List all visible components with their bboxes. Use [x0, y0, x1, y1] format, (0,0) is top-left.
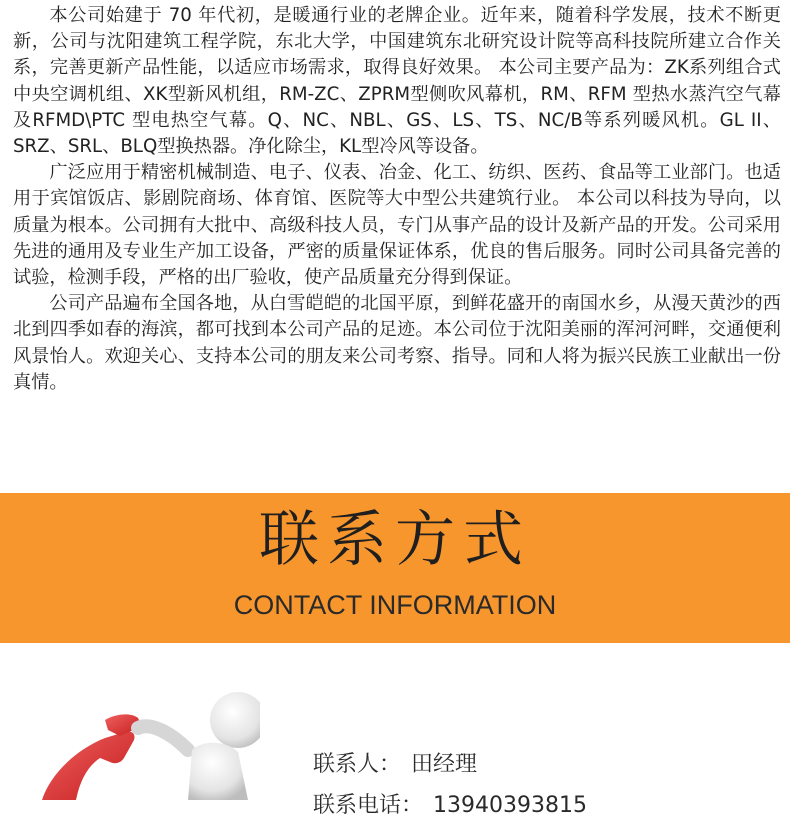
contact-person-value: 田经理 — [411, 752, 478, 777]
contact-phone-row — [313, 792, 587, 820]
contact-person-label: 联系人： — [313, 752, 402, 777]
contact-person-row — [313, 751, 477, 779]
intro-paragraph-3: 公司产品遍布全国各地，从白雪皑皑的北国平原，到鲜花盛开的南国水乡，从漫天黄沙的西北到四季如春的海滨，都可找到本公司产品的足迹。本公司位于沈阳美丽的浑河河畔，交通便利风景怡人。欢迎关心、支持本公司的朋友来公司考察、指导。同和人将为振兴民族工业献出一份真情。 — [13, 293, 781, 393]
intro-paragraph-1: 本公司始建于 70 年代初，是暖通行业的老牌企业。近年来，随着科学发展，技术不断更新，公司与沈阳建筑工程学院，东北大学，中国建筑东北研究设计院等高科技院所建立合作关系，完善更新产品性能，以适应市场需求，取得良好效果。 本公司主要产品为：ZK系列组合式中央空调机组、XK型新风机组，RM-ZC、ZPRM型侧吹风幕机，RM、RFM 型热水蒸汽空气幕及RFMD\PTC 型电热空气幕。Q、NC、NBL、GS、LS、TS、NC/B等系列暖风机。GL II、SRZ、SRL、BLQ型换热器。净化除尘，KL型冷风等设备。 — [13, 5, 781, 158]
banner-subtitle: CONTACT INFORMATION — [233, 590, 557, 620]
company-intro — [13, 3, 781, 396]
contact-phone-value[interactable]: 13940393815 — [433, 793, 587, 818]
contact-phone-label: 联系电话： — [313, 793, 424, 818]
person-with-phone-icon — [20, 680, 260, 800]
banner-title: 联系方式 — [259, 505, 531, 575]
contact-banner — [0, 493, 790, 643]
intro-paragraph-2: 广泛应用于精密机械制造、电子、仪表、冶金、化工、纺织、医药、食品等工业部门。也适用于宾馆饭店、影剧院商场、体育馆、医院等大中型公共建筑行业。 本公司以科技为导向，以质量为根本。公司拥有大批中、高级科技人员，专门从事产品的设计及新产品的开发。公司采用先进的通用及专业生产加工设备，严密的质量保证体系，优良的售后服务。同时公司具备完善的试验，检测手段，严格的出厂验收，使产品质量充分得到保证。 — [13, 162, 781, 289]
